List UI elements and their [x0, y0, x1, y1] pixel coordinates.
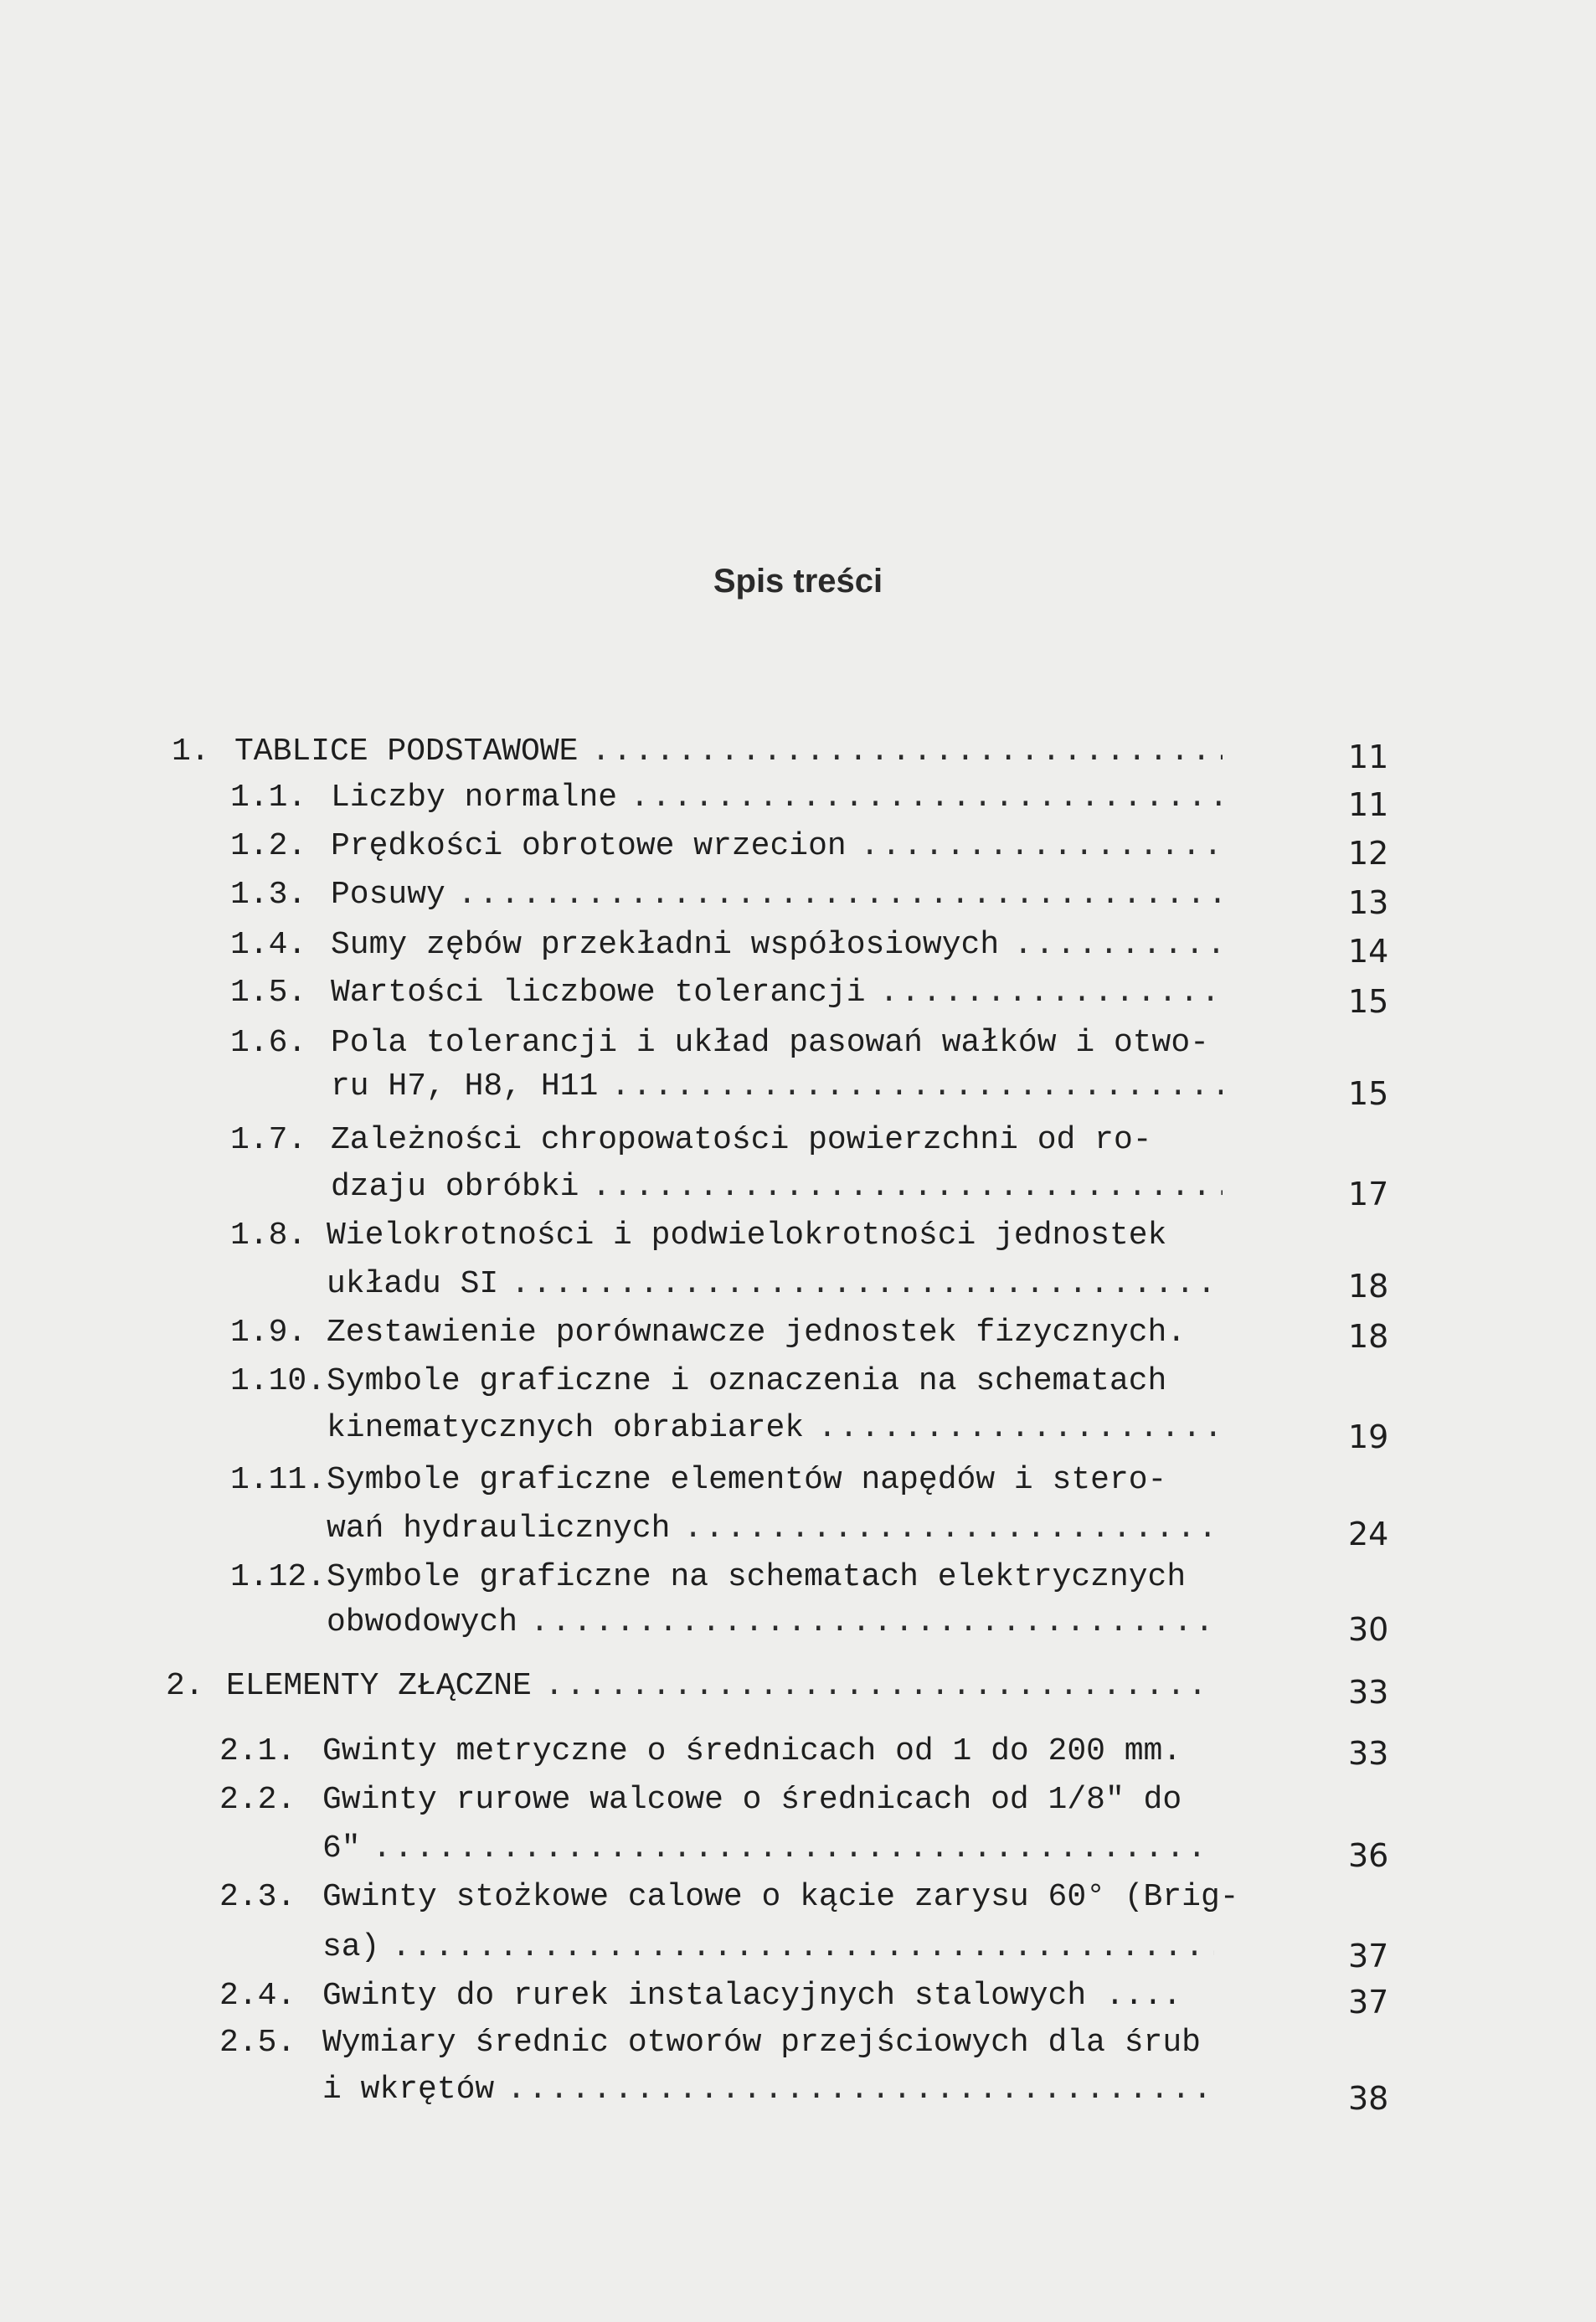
page-number: 15	[1348, 983, 1389, 1020]
leader-dots	[530, 1601, 1223, 1645]
leader-dots	[544, 1665, 1214, 1708]
page-number: 11	[1348, 786, 1389, 823]
entry-number: 2.3.	[219, 1879, 296, 1915]
leader-dots	[457, 873, 1223, 917]
entry-number: 1.10.	[230, 1363, 327, 1399]
entry-title-line: Gwinty metryczne o średnicach od 1 do 200 mm.	[322, 1733, 1182, 1769]
page-number: 15	[1348, 1075, 1389, 1112]
leader-dots	[507, 2068, 1214, 2112]
entry-number: 1.7.	[230, 1122, 307, 1158]
entry-number: 1.6.	[230, 1025, 307, 1061]
entry-number: 1.2.	[230, 828, 307, 864]
page-number: 33	[1348, 1735, 1389, 1772]
page-number: 13	[1348, 884, 1389, 921]
entry-title-line: dzaju obróbki	[331, 1169, 579, 1205]
entry-title-line: i wkrętów	[322, 2072, 495, 2108]
entry-number: 1.8.	[230, 1218, 307, 1254]
entry-title-line: TABLICE PODSTAWOWE	[234, 734, 579, 770]
entry-title-line: 6"	[322, 1830, 361, 1866]
page-number: 38	[1348, 2080, 1389, 2117]
entry-title-line: Gwinty stożkowe calowe o kącie zarysu 60° (Brig-	[322, 1879, 1239, 1915]
entry-number: 1.3.	[230, 877, 307, 913]
entry-title-line: Wielokrotności i podwielokrotności jednostek	[327, 1218, 1167, 1254]
entry-title-line: Liczby normalne	[331, 780, 618, 816]
entry-number: 1.4.	[230, 927, 307, 963]
leader-dots	[611, 1065, 1223, 1109]
page-number: 24	[1348, 1516, 1389, 1552]
entry-title-line: obwodowych	[327, 1604, 518, 1640]
entry-number: 2.2.	[219, 1782, 296, 1818]
leader-dots	[860, 825, 1223, 868]
page-number: 11	[1348, 739, 1389, 775]
page-title: Spis treści	[713, 563, 883, 600]
page-number: 12	[1348, 835, 1389, 872]
page-number: 19	[1348, 1418, 1389, 1455]
entry-title-line: Zestawienie porównawcze jednostek fizycznych.	[327, 1315, 1187, 1351]
leader-dots	[511, 1263, 1223, 1306]
leader-dots	[818, 1407, 1223, 1450]
leader-dots	[1014, 924, 1223, 967]
entry-title-line: Wartości liczbowe tolerancji	[331, 975, 866, 1011]
page-number: 17	[1348, 1176, 1389, 1212]
page-number: 33	[1348, 1674, 1389, 1711]
page-number: 36	[1348, 1837, 1389, 1874]
entry-number: 1.	[172, 734, 210, 770]
page-number: 37	[1348, 1984, 1389, 2021]
entry-number: 1.9.	[230, 1315, 307, 1351]
entry-title-line: Symbole graficzne i oznaczenia na schematach	[327, 1363, 1167, 1399]
entry-title-line: Sumy zębów przekładni współosiowych	[331, 927, 1000, 963]
entry-title-line: układu SI	[327, 1266, 499, 1302]
entry-title-line: Wymiary średnic otworów przejściowych dla śrub	[322, 2025, 1201, 2061]
entry-title-line: Posuwy	[331, 877, 445, 913]
leader-dots	[879, 971, 1223, 1015]
leader-dots	[591, 730, 1223, 774]
leader-dots	[392, 1926, 1214, 1969]
entry-number: 1.5.	[230, 975, 307, 1011]
entry-number: 2.4.	[219, 1978, 296, 2014]
page-number: 14	[1348, 933, 1389, 970]
entry-number: 2.5.	[219, 2025, 296, 2061]
page-number: 18	[1348, 1318, 1389, 1355]
page-number: 18	[1348, 1268, 1389, 1305]
entry-number: 1.11.	[230, 1462, 327, 1498]
entry-title-line: ru H7, H8, H11	[331, 1068, 599, 1104]
entry-title-line: Symbole graficzne elementów napędów i stero-	[327, 1462, 1167, 1498]
entry-title-line: Prędkości obrotowe wrzecion	[331, 828, 847, 864]
entry-title-line: Gwinty do rurek instalacyjnych stalowych ....	[322, 1978, 1182, 2014]
page-number: 30	[1348, 1611, 1389, 1648]
entry-title-line: ELEMENTY ZŁĄCZNE	[226, 1668, 532, 1704]
entry-title-line: sa)	[322, 1929, 380, 1965]
entry-number: 1.12.	[230, 1559, 327, 1595]
entry-title-line: kinematycznych obrabiarek	[327, 1410, 805, 1446]
entry-title-line: wań hydraulicznych	[327, 1511, 671, 1547]
leader-dots	[683, 1507, 1223, 1551]
page-number: 37	[1348, 1938, 1389, 1974]
entry-number: 2.	[166, 1668, 204, 1704]
entry-number: 1.1.	[230, 780, 307, 816]
entry-title-line: Pola tolerancji i układ pasowań wałków i otwo-	[331, 1025, 1209, 1061]
leader-dots	[631, 776, 1223, 820]
entry-title-line: Gwinty rurowe walcowe o średnicach od 1/8" do	[322, 1782, 1182, 1818]
entry-title-line: Zależności chropowatości powierzchni od ro-	[331, 1122, 1152, 1158]
leader-dots	[592, 1166, 1223, 1209]
leader-dots	[373, 1827, 1214, 1871]
entry-title-line: Symbole graficzne na schematach elektrycznych	[327, 1559, 1187, 1595]
entry-number: 2.1.	[219, 1733, 296, 1769]
